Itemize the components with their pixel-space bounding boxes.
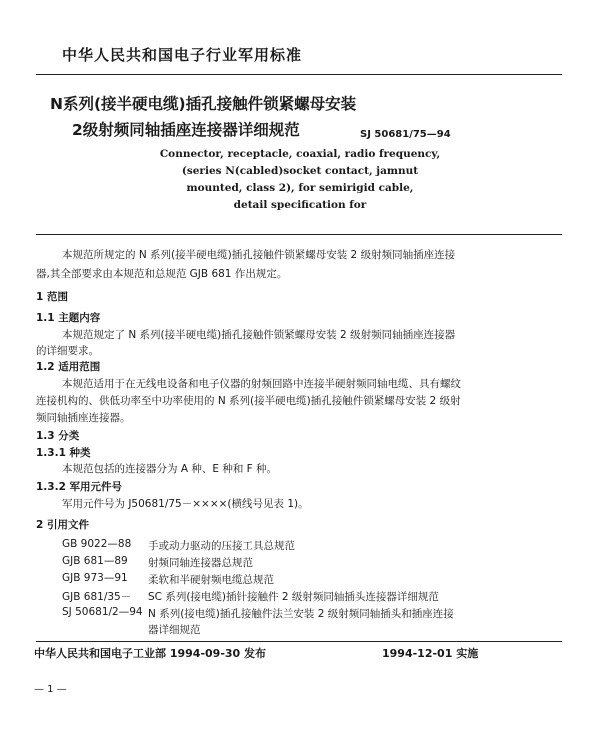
body-text: 的详细要求。 bbox=[36, 345, 99, 357]
english-title-line: Connector, receptacle, coaxial, radio frequency, bbox=[159, 148, 441, 160]
reference-title: N 系列(接电缆)插孔接触件法兰安装 2 级射频同轴插头和插座连接 bbox=[148, 608, 454, 620]
reference-title: 柔软和半硬射频电缆总规范 bbox=[148, 574, 274, 586]
footer-rule bbox=[36, 641, 562, 642]
issue-date: 中华人民共和国电子工业部 1994-09-30 发布 bbox=[34, 647, 267, 660]
document-title-line2: 2级射频同轴插座连接器详细规范 bbox=[72, 121, 300, 139]
section-heading-applicability: 1.2 适用范围 bbox=[36, 361, 101, 373]
page-number: — 1 — bbox=[34, 684, 67, 695]
body-text: 频同轴插座连接器。 bbox=[36, 412, 131, 424]
standard-category-title: 中华人民共和国电子行业军用标准 bbox=[62, 46, 303, 64]
section-heading-scope: 1 范围 bbox=[36, 291, 68, 303]
section-heading-types: 1.3.1 种类 bbox=[36, 447, 91, 459]
reference-code: GJB 681/35－ bbox=[62, 591, 132, 603]
title-rule bbox=[36, 234, 562, 235]
body-text: 军用元件号为 J50681/75－××××(横线号见表 1)。 bbox=[62, 498, 309, 510]
section-heading-references: 2 引用文件 bbox=[36, 519, 89, 531]
effective-date: 1994-12-01 实施 bbox=[382, 647, 479, 660]
body-text: 本规范包括的连接器分为 A 种、E 种和 F 种。 bbox=[62, 463, 278, 475]
intro-paragraph: 本规范所规定的 N 系列(接半硬电缆)插孔接触件锁紧螺母安装 2 级射频同轴插座连接 bbox=[62, 249, 456, 261]
english-title-line: (series N(cabled)socket contact, jamnut bbox=[181, 165, 419, 177]
section-heading-subject: 1.1 主题内容 bbox=[36, 312, 101, 324]
header-rule bbox=[36, 74, 562, 75]
reference-title-continued: 器详细规范 bbox=[148, 624, 201, 636]
english-title-line: detail specification for bbox=[233, 199, 367, 211]
reference-title: 手或动力驱动的压接工具总规范 bbox=[148, 540, 295, 552]
section-heading-classification: 1.3 分类 bbox=[36, 430, 80, 442]
body-text: 本规范规定了 N 系列(接半硬电缆)插孔接触件锁紧螺母安装 2 级射频同轴插座连接器 bbox=[62, 329, 456, 341]
body-text: 连接机构的、供低功率至中功率使用的 N 系列(接半硬电缆)插孔接触件锁紧螺母安装 2 级射 bbox=[36, 395, 461, 407]
reference-code: GJB 681—89 bbox=[62, 555, 128, 567]
english-title-line: mounted, class 2), for semirigid cable, bbox=[186, 182, 414, 194]
section-heading-part-number: 1.3.2 军用元件号 bbox=[36, 481, 123, 493]
reference-code: SJ 50681/2—94 bbox=[62, 606, 143, 618]
reference-code: GB 9022—88 bbox=[62, 538, 132, 550]
reference-code: GJB 973—91 bbox=[62, 572, 128, 584]
standard-number: SJ 50681/75—94 bbox=[360, 129, 451, 140]
body-text: 本规范适用于在无线电设备和电子仪器的射频回路中连接半硬射频同轴电缆、具有螺纹 bbox=[62, 378, 461, 390]
document-title-line1: N系列(接半硬电缆)插孔接触件锁紧螺母安装 bbox=[50, 95, 357, 113]
reference-title: SC 系列(接电缆)插针接触件 2 级射频同轴插头连接器详细规范 bbox=[148, 591, 439, 603]
intro-paragraph: 器,其全部要求由本规范和总规范 GJB 681 作出规定。 bbox=[36, 268, 288, 280]
reference-title: 射频同轴连接器总规范 bbox=[148, 557, 253, 569]
